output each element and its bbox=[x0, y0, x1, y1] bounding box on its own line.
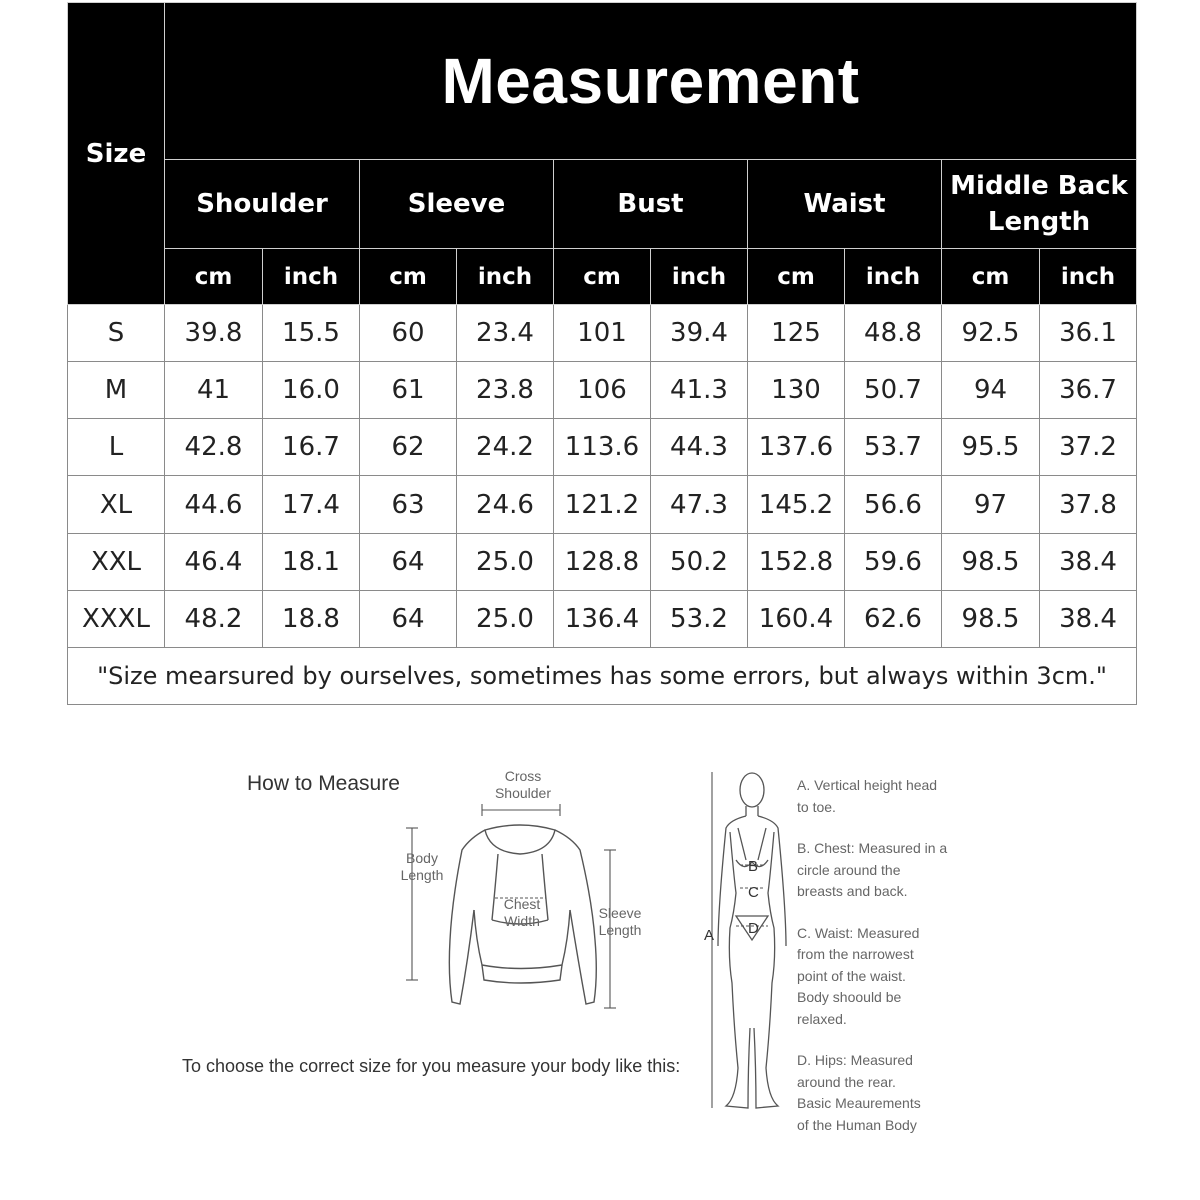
measurement-cell: 53.2 bbox=[651, 590, 748, 647]
measurement-cell: 47.3 bbox=[651, 476, 748, 533]
measurement-cell: 23.8 bbox=[457, 362, 554, 419]
measurement-cell: 36.7 bbox=[1040, 362, 1137, 419]
column-group-header: Middle Back Length bbox=[942, 160, 1137, 249]
measurement-cell: 125 bbox=[748, 305, 845, 362]
measurement-cell: 101 bbox=[554, 305, 651, 362]
measurement-cell: 38.4 bbox=[1040, 590, 1137, 647]
letter-c-label: C bbox=[748, 884, 759, 901]
measurement-cell: 60 bbox=[360, 305, 457, 362]
measurement-cell: 61 bbox=[360, 362, 457, 419]
unit-header: inch bbox=[651, 249, 748, 305]
unit-header: cm bbox=[360, 249, 457, 305]
measurement-cell: 23.4 bbox=[457, 305, 554, 362]
measurement-cell: 42.8 bbox=[165, 419, 263, 476]
letter-a-label: A bbox=[704, 927, 715, 944]
table-row bbox=[68, 476, 1137, 533]
measurement-cell: 160.4 bbox=[748, 590, 845, 647]
measurement-cell: 18.1 bbox=[263, 533, 360, 590]
measurement-cell: 38.4 bbox=[1040, 533, 1137, 590]
letter-b-label: B bbox=[748, 858, 759, 875]
chest-width-label: Chest Width bbox=[503, 896, 541, 929]
measurement-cell: 16.7 bbox=[263, 419, 360, 476]
unit-header: cm bbox=[554, 249, 651, 305]
note-hips: D. Hips: Measured around the rear. Basic Meaurements of the Human Body bbox=[797, 1052, 921, 1133]
measurement-cell: 48.2 bbox=[165, 590, 263, 647]
size-cell: XL bbox=[68, 476, 165, 533]
measurement-cell: 53.7 bbox=[845, 419, 942, 476]
measurement-cell: 24.2 bbox=[457, 419, 554, 476]
measurement-cell: 95.5 bbox=[942, 419, 1040, 476]
measurement-cell: 136.4 bbox=[554, 590, 651, 647]
measurement-cell: 62 bbox=[360, 419, 457, 476]
column-group-header: Sleeve bbox=[360, 160, 554, 249]
measurement-cell: 128.8 bbox=[554, 533, 651, 590]
size-cell: S bbox=[68, 305, 165, 362]
measurement-cell: 106 bbox=[554, 362, 651, 419]
size-cell: M bbox=[68, 362, 165, 419]
measurement-cell: 44.6 bbox=[165, 476, 263, 533]
measurement-cell: 121.2 bbox=[554, 476, 651, 533]
cross-shoulder-label: Cross Shoulder bbox=[494, 768, 552, 801]
measurement-cell: 56.6 bbox=[845, 476, 942, 533]
table-row bbox=[68, 533, 1137, 590]
measurement-cell: 25.0 bbox=[457, 590, 554, 647]
unit-header: inch bbox=[263, 249, 360, 305]
measurement-cell: 39.8 bbox=[165, 305, 263, 362]
table-row bbox=[68, 590, 1137, 647]
unit-header: cm bbox=[942, 249, 1040, 305]
column-group-header: Bust bbox=[554, 160, 748, 249]
size-cell: XXXL bbox=[68, 590, 165, 647]
measurement-cell: 59.6 bbox=[845, 533, 942, 590]
measurement-cell: 113.6 bbox=[554, 419, 651, 476]
measurement-cell: 62.6 bbox=[845, 590, 942, 647]
measurement-cell: 94 bbox=[942, 362, 1040, 419]
note-waist: C. Waist: Measured from the narrowest point of the waist. Body shoould be relaxed. bbox=[797, 924, 920, 1027]
unit-header: cm bbox=[748, 249, 845, 305]
choose-size-instruction: To choose the correct size for you measure your body like this: bbox=[182, 1056, 681, 1076]
measurement-cell: 137.6 bbox=[748, 419, 845, 476]
measurement-cell: 44.3 bbox=[651, 419, 748, 476]
note-chest: B. Chest: Measured in a circle around the breasts and back. bbox=[797, 840, 948, 899]
unit-header: cm bbox=[165, 249, 263, 305]
measurement-cell: 41.3 bbox=[651, 362, 748, 419]
measurement-cell: 152.8 bbox=[748, 533, 845, 590]
unit-header: inch bbox=[845, 249, 942, 305]
measurement-cell: 16.0 bbox=[263, 362, 360, 419]
measurement-notes bbox=[797, 775, 977, 1156]
body-length-label: Body Length bbox=[400, 850, 444, 883]
measurement-cell: 64 bbox=[360, 533, 457, 590]
measurement-cell: 41 bbox=[165, 362, 263, 419]
measurement-cell: 39.4 bbox=[651, 305, 748, 362]
measurement-cell: 36.1 bbox=[1040, 305, 1137, 362]
measurement-cell: 130 bbox=[748, 362, 845, 419]
size-cell: L bbox=[68, 419, 165, 476]
column-group-header: Shoulder bbox=[165, 160, 360, 249]
measurement-cell: 17.4 bbox=[263, 476, 360, 533]
measurement-cell: 25.0 bbox=[457, 533, 554, 590]
measurement-cell: 64 bbox=[360, 590, 457, 647]
table-row bbox=[68, 305, 1137, 362]
letter-d-label: D bbox=[748, 920, 759, 937]
how-to-measure-title: How to Measure bbox=[247, 772, 400, 795]
table-row bbox=[68, 419, 1137, 476]
measurement-cell: 24.6 bbox=[457, 476, 554, 533]
body-figure-diagram bbox=[700, 768, 790, 1118]
measurement-cell: 37.2 bbox=[1040, 419, 1137, 476]
measurement-cell: 48.8 bbox=[845, 305, 942, 362]
measurement-cell: 63 bbox=[360, 476, 457, 533]
measurement-cell: 37.8 bbox=[1040, 476, 1137, 533]
table-row bbox=[68, 362, 1137, 419]
measurement-cell: 97 bbox=[942, 476, 1040, 533]
size-header: Size bbox=[68, 3, 165, 305]
measurement-cell: 50.2 bbox=[651, 533, 748, 590]
size-cell: XXL bbox=[68, 533, 165, 590]
note-height: A. Vertical height head to toe. bbox=[797, 777, 938, 815]
unit-header: inch bbox=[1040, 249, 1137, 305]
measurement-cell: 145.2 bbox=[748, 476, 845, 533]
measurement-cell: 18.8 bbox=[263, 590, 360, 647]
table-footnote: "Size mearsured by ourselves, sometimes has some errors, but always within 3cm." bbox=[68, 648, 1137, 705]
measurement-cell: 46.4 bbox=[165, 533, 263, 590]
sleeve-length-label: Sleeve Length bbox=[598, 905, 642, 938]
size-chart-table bbox=[67, 2, 1137, 705]
table-title: Measurement bbox=[165, 3, 1137, 160]
measurement-cell: 50.7 bbox=[845, 362, 942, 419]
measurement-cell: 98.5 bbox=[942, 533, 1040, 590]
measurement-cell: 15.5 bbox=[263, 305, 360, 362]
column-group-header: Waist bbox=[748, 160, 942, 249]
measurement-cell: 92.5 bbox=[942, 305, 1040, 362]
measurement-cell: 98.5 bbox=[942, 590, 1040, 647]
unit-header: inch bbox=[457, 249, 554, 305]
